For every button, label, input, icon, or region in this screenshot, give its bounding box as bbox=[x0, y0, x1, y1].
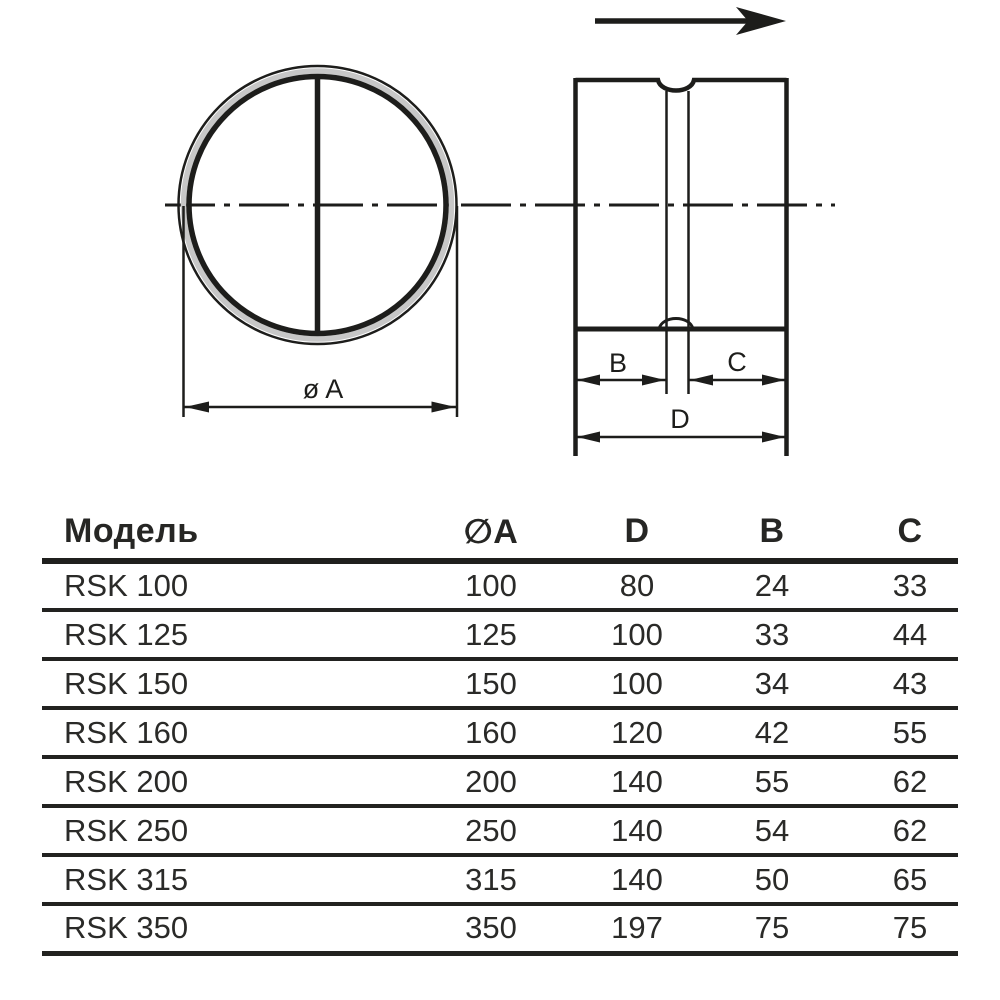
spec-table bbox=[42, 505, 958, 956]
value-d: 140 bbox=[611, 812, 663, 848]
flow-direction-arrow-icon bbox=[595, 7, 786, 35]
table-row bbox=[42, 659, 958, 708]
table-row bbox=[42, 708, 958, 757]
model-name: RSK 350 bbox=[64, 910, 189, 946]
value-a: 125 bbox=[465, 616, 517, 652]
table-row bbox=[42, 855, 958, 904]
side-view bbox=[576, 78, 787, 456]
value-d: 100 bbox=[611, 665, 663, 701]
value-b: 24 bbox=[754, 568, 790, 603]
value-c: 62 bbox=[892, 812, 928, 848]
front-view bbox=[179, 66, 458, 417]
value-a: 350 bbox=[465, 910, 517, 946]
value-b: 34 bbox=[754, 665, 790, 701]
value-c: 62 bbox=[892, 763, 928, 799]
value-d: 140 bbox=[611, 763, 663, 799]
table-row bbox=[42, 806, 958, 855]
dim-a-arrow-right-icon bbox=[432, 402, 456, 413]
model-name: RSK 150 bbox=[64, 665, 189, 701]
value-b: 55 bbox=[754, 763, 790, 799]
dim-c-arrow-left-icon bbox=[690, 375, 713, 386]
model-name: RSK 200 bbox=[64, 763, 189, 799]
model-name: RSK 250 bbox=[64, 812, 189, 848]
table-row bbox=[42, 904, 958, 953]
dim-b-arrow-right-icon bbox=[642, 375, 665, 386]
value-c: 33 bbox=[892, 568, 928, 603]
value-a: 250 bbox=[465, 812, 517, 848]
header-model: Модель bbox=[42, 505, 390, 561]
dim-a-label: ø A bbox=[302, 374, 344, 404]
value-c: 75 bbox=[892, 910, 928, 946]
side-view-top-edge bbox=[576, 80, 787, 91]
value-b: 75 bbox=[754, 910, 790, 946]
value-a: 100 bbox=[465, 568, 517, 603]
dim-d-arrow-right-icon bbox=[762, 432, 785, 443]
value-b: 42 bbox=[754, 714, 790, 750]
value-b: 54 bbox=[754, 812, 790, 848]
dim-d-arrow-left-icon bbox=[577, 432, 600, 443]
model-name: RSK 125 bbox=[64, 616, 189, 652]
dim-a-arrow-left-icon bbox=[185, 402, 209, 413]
dim-b-label: B bbox=[608, 348, 628, 378]
value-b: 33 bbox=[754, 616, 790, 652]
value-d: 140 bbox=[611, 861, 663, 897]
dimension-drawing bbox=[0, 0, 1000, 472]
header-b: B bbox=[682, 505, 862, 561]
value-c: 55 bbox=[892, 714, 928, 750]
table-row bbox=[42, 610, 958, 659]
table-row bbox=[42, 757, 958, 806]
dim-c-arrow-right-icon bbox=[762, 375, 785, 386]
value-d: 100 bbox=[611, 616, 663, 652]
value-c: 65 bbox=[892, 861, 928, 897]
header-d: D bbox=[592, 505, 682, 561]
header-c: C bbox=[862, 505, 958, 561]
dim-c-label: C bbox=[727, 347, 747, 377]
dim-b-arrow-left-icon bbox=[577, 375, 600, 386]
value-a: 200 bbox=[465, 763, 517, 799]
value-d: 80 bbox=[619, 568, 655, 603]
model-name: RSK 100 bbox=[64, 568, 189, 603]
dim-d-label: D bbox=[670, 404, 690, 434]
header-diameter-a: ∅A bbox=[390, 505, 592, 561]
value-c: 44 bbox=[892, 616, 928, 652]
model-name: RSK 315 bbox=[64, 861, 189, 897]
value-a: 315 bbox=[465, 861, 517, 897]
value-a: 150 bbox=[465, 665, 517, 701]
value-d: 120 bbox=[611, 714, 663, 750]
model-name: RSK 160 bbox=[64, 714, 189, 750]
value-b: 50 bbox=[754, 861, 790, 897]
value-d: 197 bbox=[611, 910, 663, 946]
table-header-row bbox=[42, 505, 958, 561]
value-a: 160 bbox=[465, 714, 517, 750]
value-c: 43 bbox=[892, 665, 928, 701]
table-row bbox=[42, 561, 958, 610]
